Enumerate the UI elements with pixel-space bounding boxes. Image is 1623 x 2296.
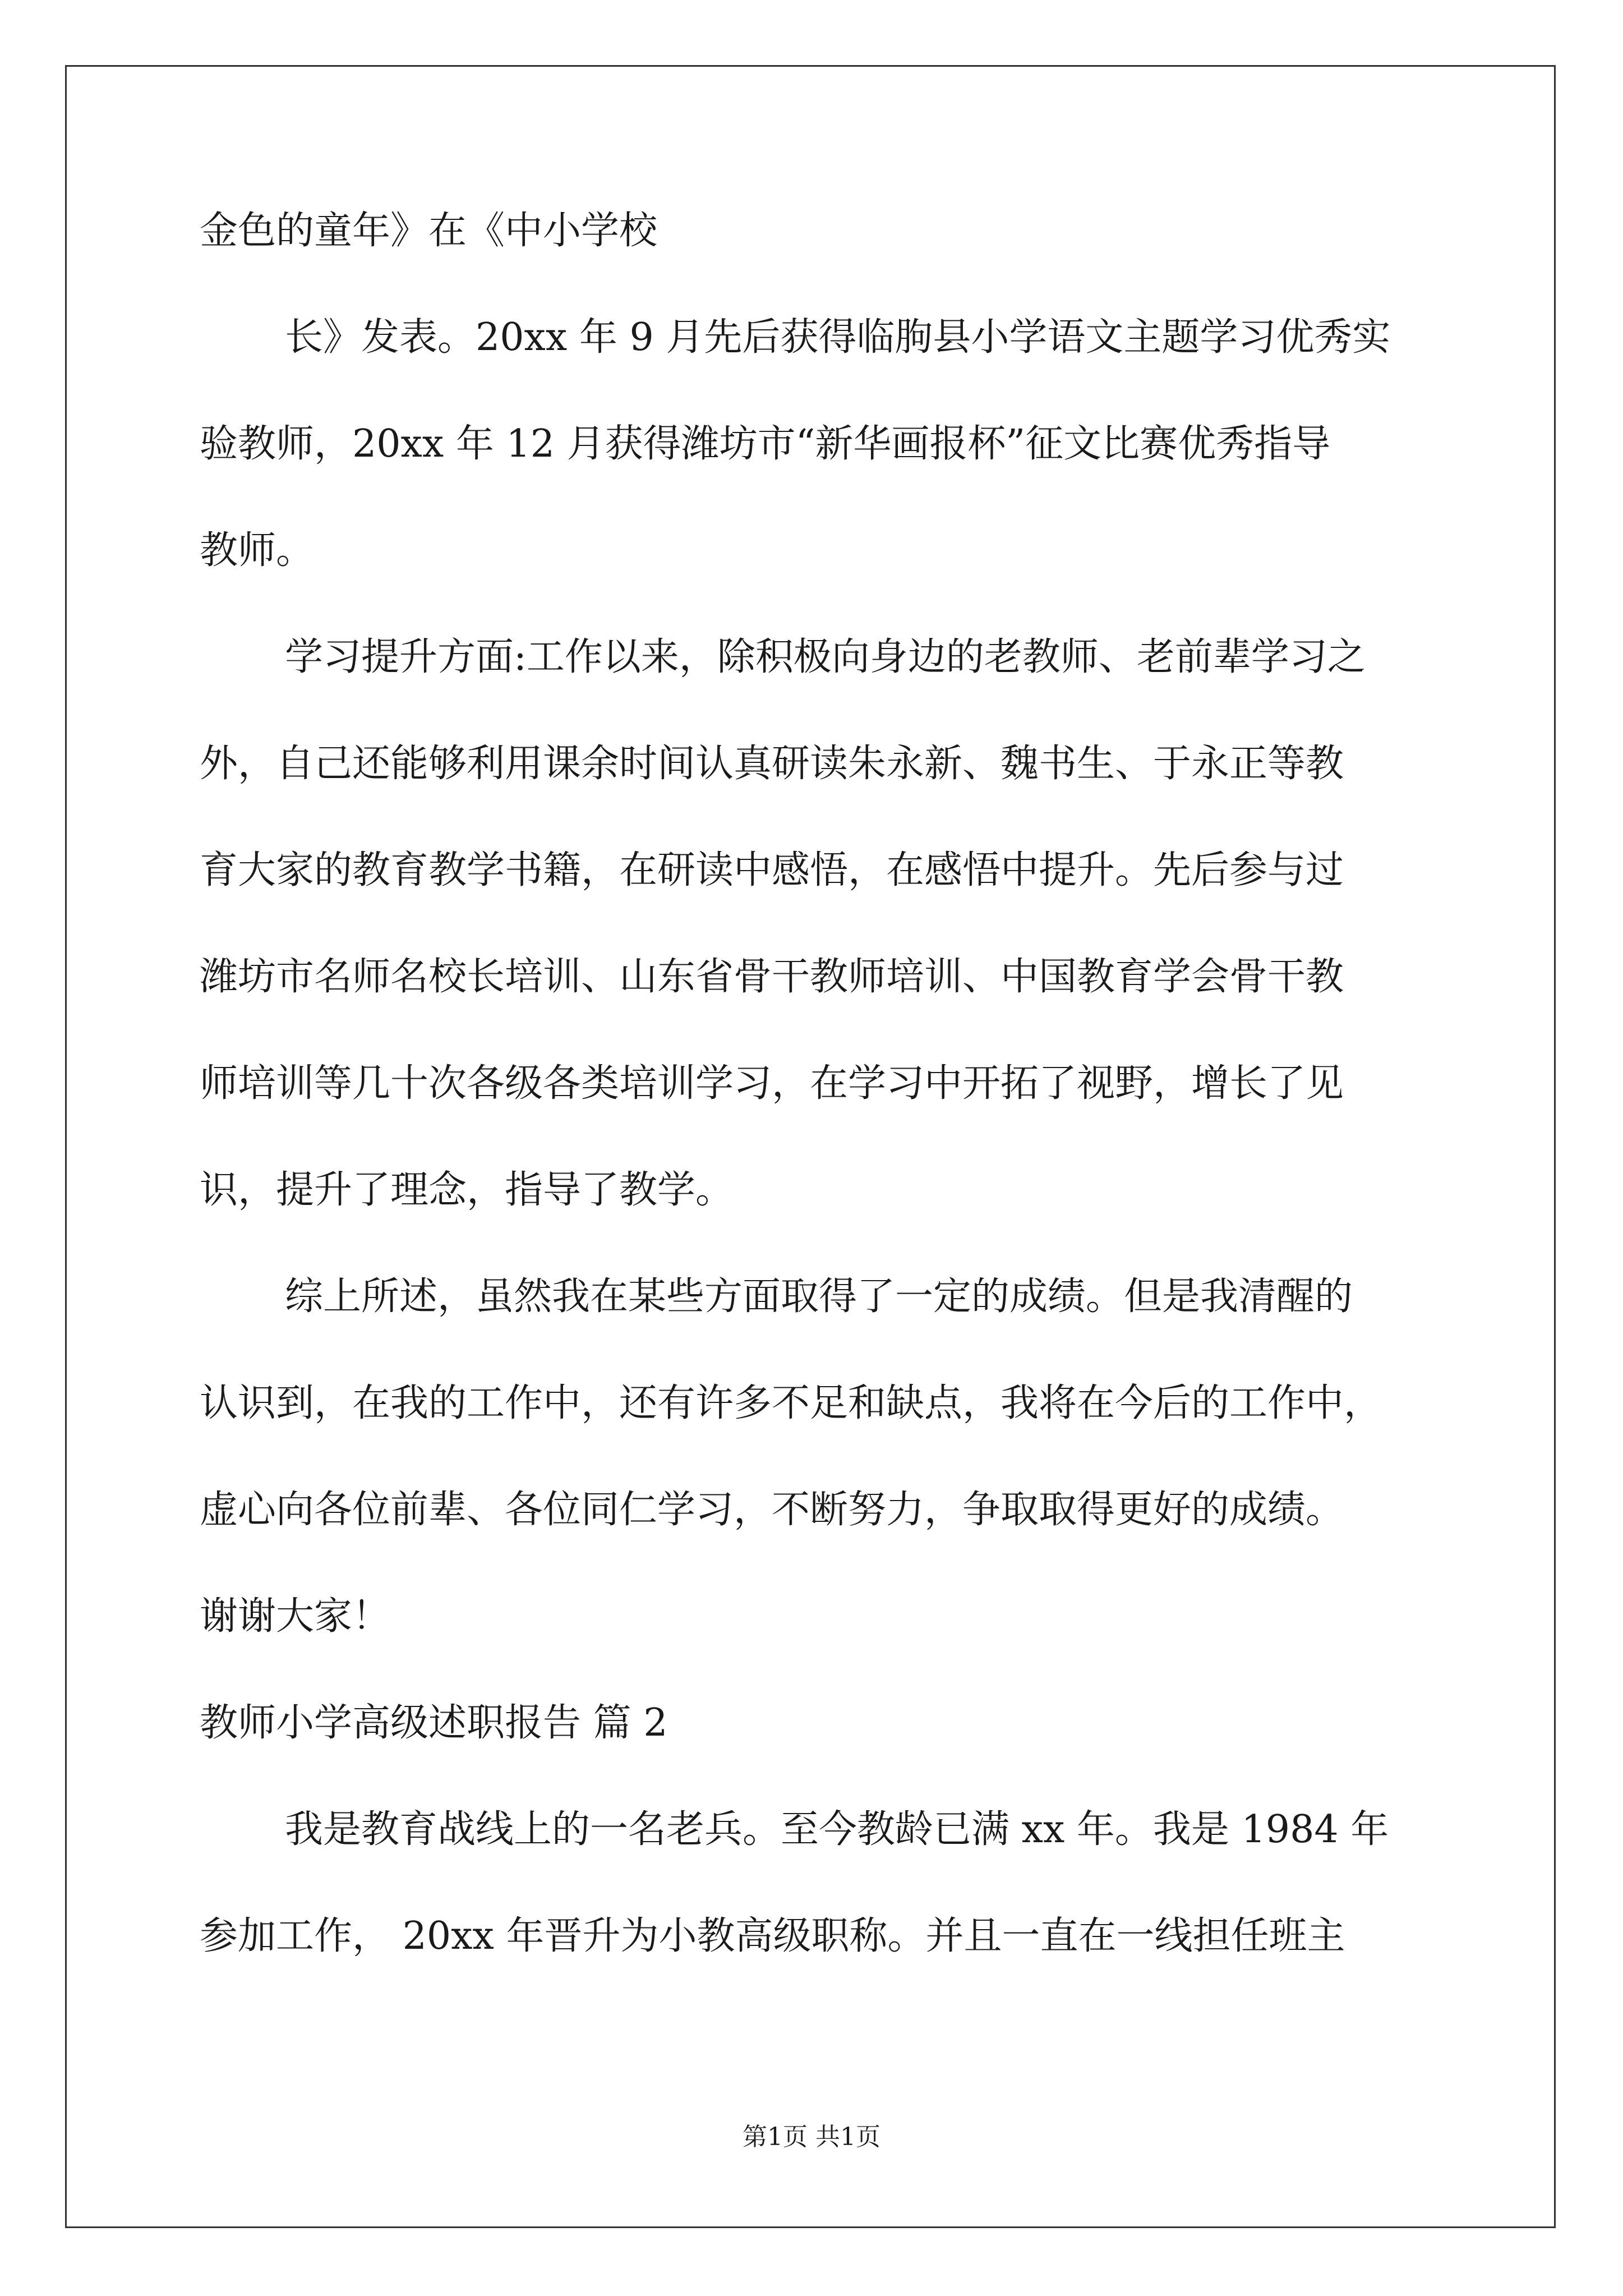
text-line-12: 认识到，在我的工作中，还有许多不足和缺点，我将在今后的工作中，: [200, 1381, 1382, 1425]
page-number: 第1页 共1页: [743, 2123, 880, 2151]
section-heading: 教师小学高级述职报告 篇 2: [200, 1701, 668, 1745]
text-line-1: 金色的童年》在《中小学校: [200, 209, 658, 253]
text-line-10: 识，提升了理念，指导了教学。: [200, 1168, 734, 1212]
text-line-11: 综上所述，虽然我在某些方面取得了一定的成绩。但是我清醒的: [285, 1274, 1353, 1319]
text-line-13: 虚心向各位前辈、各位同仁学习，不断努力，争取取得更好的成绩。: [200, 1488, 1344, 1532]
text-line-16: 我是教育战线上的一名老兵。至今教龄已满 xx 年。我是 1984 年: [285, 1807, 1389, 1852]
text-line-5: 学习提升方面:工作以来，除积极向身边的老教师、老前辈学习之: [285, 635, 1366, 679]
text-line-7: 育大家的教育教学书籍，在研读中感悟，在感悟中提升。先后参与过: [200, 848, 1344, 892]
text-line-14: 谢谢大家！: [200, 1594, 391, 1639]
text-line-6: 外，自己还能够利用课余时间认真研读朱永新、魏书生、于永正等教: [200, 742, 1344, 786]
text-line-3: 验教师，20xx 年 12 月获得潍坊市“新华画报杯”征文比赛优秀指导: [200, 422, 1331, 466]
text-line-2: 长》发表。20xx 年 9 月先后获得临朐县小学语文主题学习优秀实: [285, 315, 1391, 360]
text-line-4: 教师。: [200, 528, 315, 573]
text-line-8: 潍坊市名师名校长培训、山东省骨干教师培训、中国教育学会骨干教: [200, 955, 1344, 999]
page-border: [65, 65, 1556, 2228]
text-line-17: 参加工作， 20xx 年晋升为小教高级职称。并且一直在一线担任班主: [200, 1914, 1345, 1958]
text-line-9: 师培训等几十次各级各类培训学习，在学习中开拓了视野，增长了见: [200, 1061, 1344, 1106]
